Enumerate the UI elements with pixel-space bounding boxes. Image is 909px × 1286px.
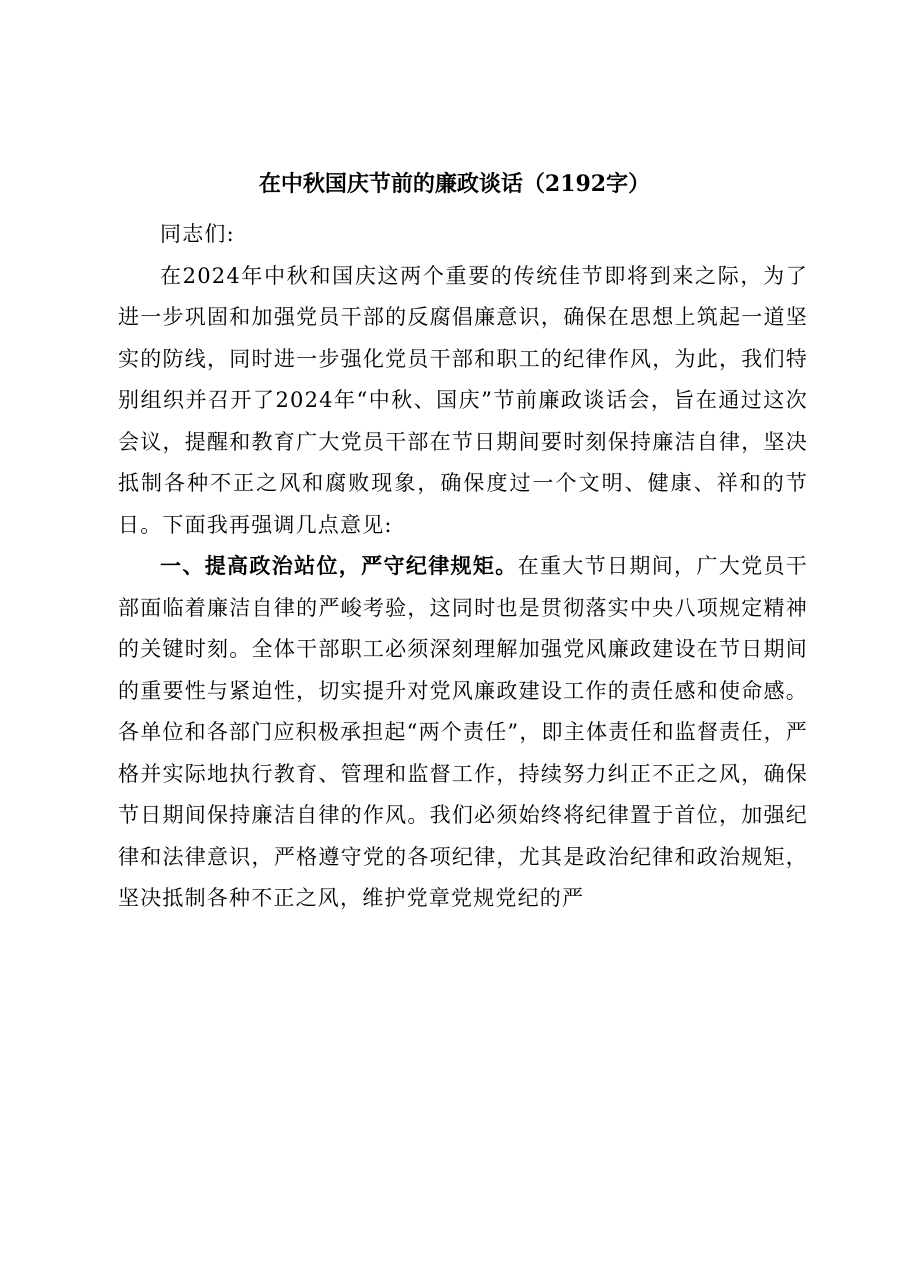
document-body	[118, 214, 808, 920]
section-1-paragraph	[118, 546, 808, 920]
section-1-heading: 一、提高政治站位，严守纪律规矩。	[160, 554, 518, 578]
section-1-text: 在重大节日期间，广大党员干部面临着廉洁自律的严峻考验，这同时也是贯彻落实中央八项规定精神的关键时刻。全体干部职工必须深刻理解加强党风廉政建设在节日期间的重要性与紧迫性，切实提升对党风廉政建设工作的责任感和使命感。各单位和各部门应积极承担起“两个责任”，即主体责任和监督责任，严格并实际地执行教育、管理和监督工作，持续努力纠正不正之风，确保节日期间保持廉洁自律的作风。我们必须始终将纪律置于首位，加强纪律和法律意识，严格遵守党的各项纪律，尤其是政治纪律和政治规矩，坚决抵制各种不正之风，维护党章党规党纪的严	[118, 554, 808, 910]
document-title: 在中秋国庆节前的廉政谈话（2192字）	[258, 171, 651, 197]
salutation: 同志们:	[160, 222, 235, 246]
intro-paragraph: 在2024年中秋和国庆这两个重要的传统佳节即将到来之际，为了进一步巩固和加强党员干部的反腐倡廉意识，确保在思想上筑起一道坚实的防线，同时进一步强化党员干部和职工的纪律作风，为此，我们特别组织并召开了2024年“中秋、国庆”节前廉政谈话会，旨在通过这次会议，提醒和教育广大党员干部在节日期间要时刻保持廉洁自律，坚决抵制各种不正之风和腐败现象，确保度过一个文明、健康、祥和的节日。下面我再强调几点意见:	[118, 263, 808, 537]
